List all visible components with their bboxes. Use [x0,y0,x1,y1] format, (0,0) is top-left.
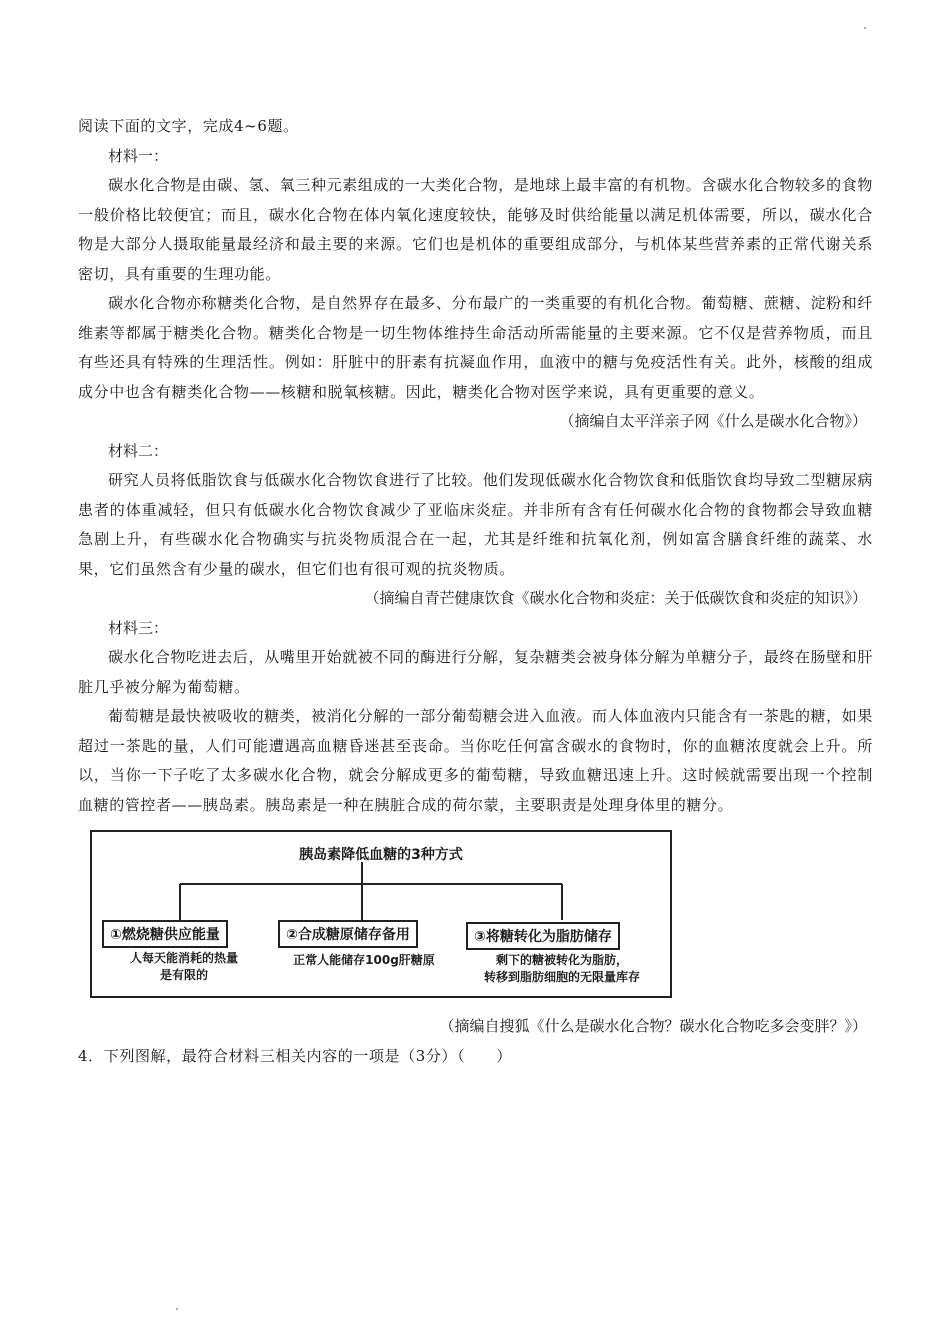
way-2-desc-line: 正常人能储存100g肝糖原 [293,953,435,967]
material-2-label: 材料二： [108,441,169,460]
way-1-description [104,950,264,984]
material-2-source: （摘编自青芒健康饮食《碳水化合物和炎症：关于低碳饮食和炎症的知识》） [364,589,867,607]
way-1-desc-line: 是有限的 [159,968,208,982]
material-3-paragraph: 葡萄糖是最快被吸收的糖类，被消化分解的一部分葡萄糖会进入血液。而人体血液内只能含有一茶匙的糖，如果超过一茶匙的量，人们可能遭遇高血糖昏迷甚至丧命。当你吃任何富含碳水的食物时，你的血糖浓度就会上升。所以，当你一下子吃了太多碳水化合物，就会分解成更多的葡萄糖，导致血糖迅速上升。这时候就需要出现一个控制血糖的管控者——胰岛素。胰岛素是一种在胰脏合成的荷尔蒙，主要职责是处理身体里的糖分。 [78,707,873,814]
way-2-description [274,952,454,969]
question-4: 4．下列图解，最符合材料三相关内容的一项是（3分）（ ） [78,1046,512,1065]
material-3-source: （摘编自搜狐《什么是碳水化合物？碳水化合物吃多会变胖？》） [439,1017,867,1035]
insulin-diagram [90,830,672,998]
material-3-paragraph: 碳水化合物吃进去后，从嘴里开始就被不同的酶进行分解，复杂糖类会被身体分解为单糖分子，最终在肠壁和肝脏几乎被分解为葡萄糖。 [78,648,873,696]
way-3-description [456,952,668,986]
material-2-paragraph: 研究人员将低脂饮食与低碳水化合物饮食进行了比较。他们发现低碳水化合物饮食和低脂饮食均导致二型糖尿病患者的体重减轻，但只有低碳水化合物饮食减少了亚临床炎症。并非所有含有任何碳水化合物的食物都会导致血糖急剧上升，有些碳水化合物确实与抗炎物质混合在一起，尤其是纤维和抗氧化剂，例如富含膳食纤维的蔬菜、水果，它们虽然含有少量的碳水，但它们也有很可观的抗炎物质。 [78,471,873,578]
material-1-label: 材料一： [108,146,169,165]
way-1-desc-line: 人每天能消耗的热量 [129,951,238,965]
way-3-desc-line: 剩下的糖被转化为脂肪， [495,953,628,967]
way-3-desc-line: 转移到脂肪细胞的无限量库存 [483,970,640,984]
scan-speck-top [864,27,866,29]
reading-intro: 阅读下面的文字，完成4~6题。 [78,117,299,135]
way-3-box: ③将糖转化为脂肪储存 [466,922,620,950]
material-1-source: （摘编自太平洋亲子网《什么是碳水化合物》） [559,412,867,430]
material-1-paragraph: 碳水化合物是由碳、氢、氧三种元素组成的一大类化合物，是地球上最丰富的有机物。含碳水化合物较多的食物一般价格比较便宜；而且，碳水化合物在体内氧化速度较快，能够及时供给能量以满足机体需要，所以，碳水化合物是大部分人摄取能量最经济和最主要的来源。它们也是机体的重要组成部分，与机体某些营养素的正常代谢关系密切，具有重要的生理功能。 [78,176,873,283]
scan-speck-bottom [176,1308,178,1310]
exam-page [78,112,873,1071]
way-2-box: ②合成糖原储存备用 [278,920,418,948]
way-1-box: ①燃烧糖供应能量 [102,920,228,948]
diagram-title: 胰岛素降低血糖的3种方式 [299,847,463,863]
material-1-paragraph: 碳水化合物亦称糖类化合物，是自然界存在最多、分布最广的一类重要的有机化合物。葡萄糖、蔗糖、淀粉和纤维素等都属于糖类化合物。糖类化合物是一切生物体维持生命活动所需能量的主要来源。它不仅是营养物质，而且有些还具有特殊的生理活性。例如：肝脏中的肝素有抗凝血作用，血液中的糖与免疫活性有关。此外，核酸的组成成分中也含有糖类化合物——核糖和脱氧核糖。因此，糖类化合物对医学来说，具有更重要的意义。 [78,294,873,401]
material-3-label: 材料三： [108,618,169,637]
